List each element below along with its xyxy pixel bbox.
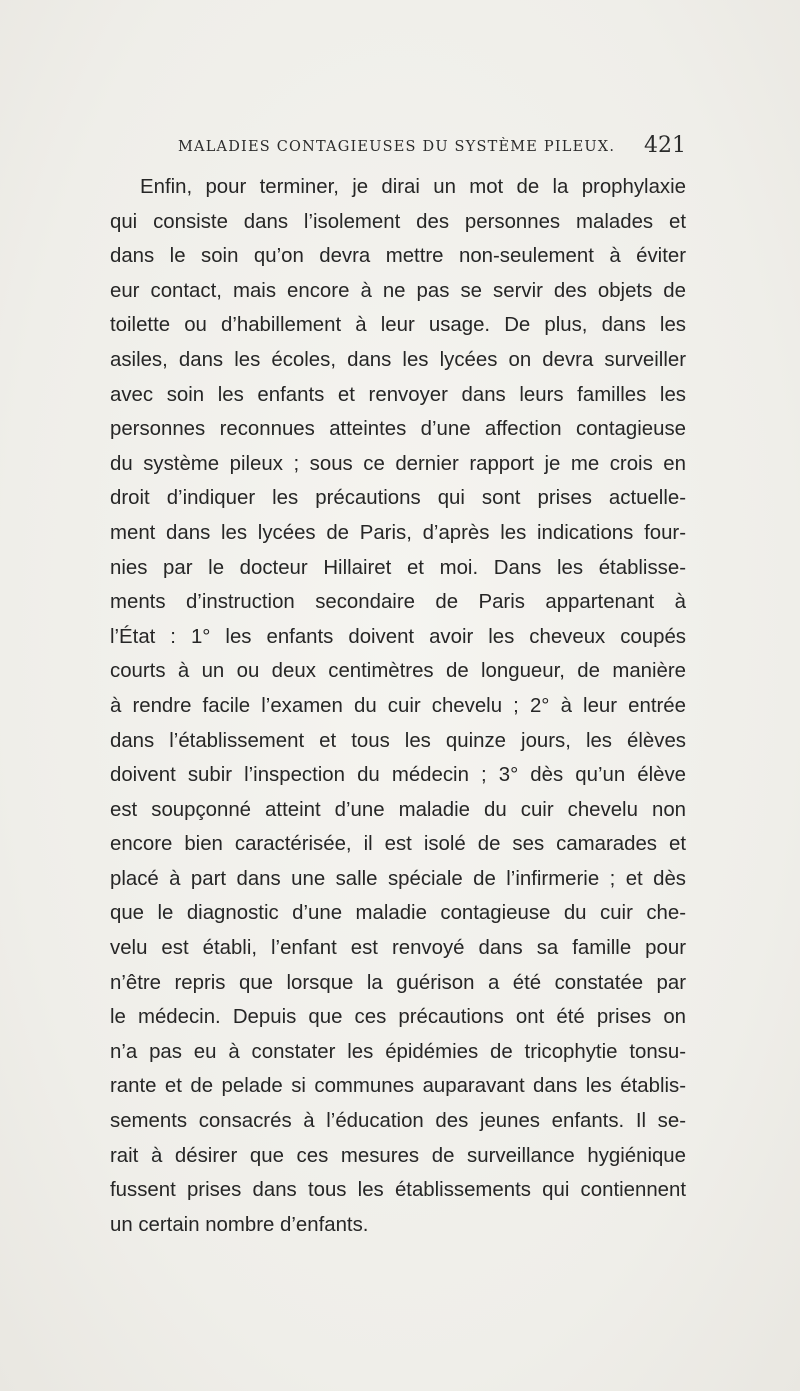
text-line: Enfin, pour terminer, je dirai un mot de la prophylaxie [140,176,686,198]
text-line: nies par le docteur Hillairet et moi. Dans les établisse- [110,556,686,579]
text-line: eur contact, mais encore à ne pas se servir des objets de [110,279,686,302]
text-line: toilette ou d’habillement à leur usage. De plus, dans les [110,314,686,337]
text-line: courts à un ou deux centimètres de longueur, de manière [110,660,686,683]
text-line: avec soin les enfants et renvoyer dans leurs familles les [110,383,686,406]
text-line: ment dans les lycées de Paris, d’après les indications four- [110,521,686,544]
text-line: encore bien caractérisée, il est isolé de ses camarades et [110,833,686,856]
text-line: velu est établi, l’enfant est renvoyé dans sa famille pour [110,937,686,960]
body-text [110,170,686,1242]
text-line: l’État : 1° les enfants doivent avoir les cheveux coupés [110,625,686,648]
text-line: rait à désirer que ces mesures de surveillance hygiénique [110,1144,686,1167]
text-line: doivent subir l’inspection du médecin ; 3° dès qu’un élève [110,764,686,787]
text-line: sements consacrés à l’éducation des jeunes enfants. Il se- [110,1110,686,1133]
text-line: dans l’établissement et tous les quinze jours, les élèves [110,729,686,752]
text-line: n’a pas eu à constater les épidémies de tricophytie tonsu- [110,1040,686,1063]
text-line: à rendre facile l’examen du cuir chevelu ; 2° à leur entrée [110,694,686,717]
text-line: que le diagnostic d’une maladie contagieuse du cuir che- [110,902,686,925]
running-title: MALADIES CONTAGIEUSES DU SYSTÈME PILEUX. [178,139,616,155]
text-line: le médecin. Depuis que ces précautions ont été prises on [110,1006,686,1029]
running-head [110,133,686,163]
text-line: dans le soin qu’on devra mettre non-seulement à éviter [110,245,686,268]
text-line: n’être repris que lorsque la guérison a été constatée par [110,971,686,994]
text-line: ments d’instruction secondaire de Paris appartenant à [110,591,686,614]
text-line: du système pileux ; sous ce dernier rapport je me crois en [110,452,686,475]
text-line: placé à part dans une salle spéciale de l’infirmerie ; et dès [110,867,686,890]
text-line: asiles, dans les écoles, dans les lycées on devra surveiller [110,348,686,371]
text-line: qui consiste dans l’isolement des personnes malades et [110,210,686,233]
text-line: droit d’indiquer les précautions qui sont prises actuelle- [110,487,686,510]
text-line: un certain nombre d’enfants. [110,1213,369,1236]
text-line: personnes reconnues atteintes d’une affection contagieuse [110,418,686,441]
text-line: est soupçonné atteint d’une maladie du cuir chevelu non [110,798,686,821]
text-line: fussent prises dans tous les établissements qui contiennent [110,1179,686,1202]
text-line: rante et de pelade si communes auparavant dans les établis- [110,1075,686,1098]
page-number: 421 [644,133,686,158]
